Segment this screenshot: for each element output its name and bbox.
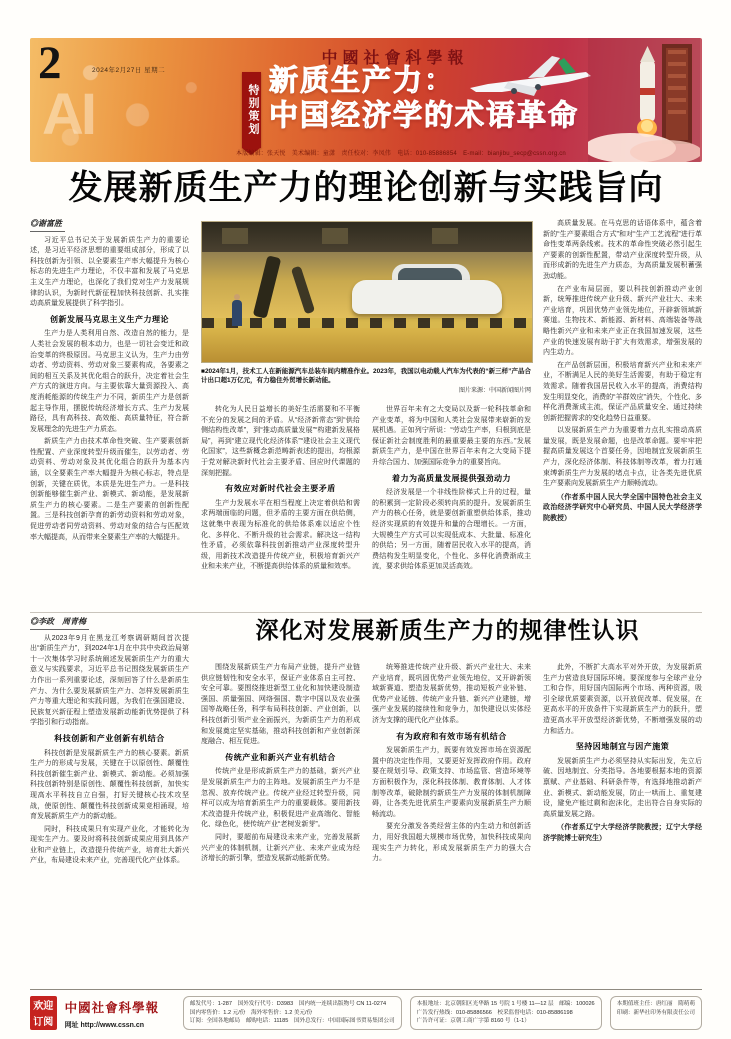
paragraph: 同时，科技成果只有实现产业化，才能转化为现实生产力。要及时将科技创新成果应用到具体产业和产业链上，改造提升传统产业，培育壮大新兴产业，布局建设未来产业，完善现代化产业体系。 — [30, 825, 189, 865]
rocket-launch-image — [588, 38, 700, 162]
special-feature-tag: 特别策划 — [242, 72, 261, 148]
article1-headline: 发展新质生产力的理论创新与实践旨向 — [68, 169, 664, 207]
paragraph: 生产力是人类利用自然、改造自然的能力，是人类社会发展的根本动力，也是一切社会变迁和政治变革的终极原因。马克思主义认为，生产力由劳动者、劳动资料、劳动对象三要素构成，各要素之间的相互关系及其优化组合的跃升，决定着社会生产方式的演进方向。与主要依靠大量资源投入、高度消耗能源的传统生产力不同，新质生产力是创新起主导作用，摆脱传统经济增长方式、生产力发展路径，具有高科技、高效能、高质量特征，符合新发展理念的先进生产力质态。 — [30, 330, 189, 433]
footer-line: 印刷：新华社印务有限责任公司 — [616, 1009, 695, 1016]
car-body — [352, 280, 502, 314]
author-credit: （作者系中国人民大学全国中国特色社会主义政治经济学研究中心研究员、中国人民大学经济学院教授） — [543, 493, 702, 523]
sub-headline: 着力为高质量发展提供强劲动力 — [392, 473, 511, 483]
worker-figure — [232, 300, 242, 326]
footer-line: 邮发代号：1-287 国外发行代号：D3983 国内统一连续出版物号 CN 11-0274 — [189, 1001, 387, 1007]
robot-arm — [291, 266, 315, 315]
paragraph: 科技创新是发展新质生产力的核心要素。新质生产力的形成与发展，关键在于以原创性、颠覆性科技创新催生新产业、新模式、新动能。必须加强科技创新特别是原创性、颠覆性科技创新，加快实现高水平科技自立自强，打好关键核心技术攻坚战，使原创性、颠覆性科技创新成果竞相涌现，培育发展新质生产力的新动能。 — [30, 749, 189, 821]
paragraph: 世界百年未有之大变局以及新一轮科技革命和产业变革，将为中国和人类社会发展带来崭新的发展机遇。正如列宁所说：“劳动生产率，归根到底是保证新社会制度胜利的最重要最主要的东西。”发展新质生产力，是中国在世界百年未有之大变局下提升综合国力、加强国际竞争力的重要旨向。 — [372, 406, 531, 466]
paragraph: 经济发展是一个非线性阶梯式上升的过程，量的积累到一定阶段必须转向质的提升。发展新质生产力的核心任务，就是要创新重塑供给体系，推动经济实现质的有效提升和量的合理增长。一方面，大规模生产方式可以实现低成本、大批量、标准化的供给；另一方面，随着居民收入水平的提高，消费结构发生明显变化，个性化、多样化消费渐成主流，要求供给体系更加灵活高效。 — [372, 489, 531, 571]
assembly-line-rail — [202, 318, 532, 328]
article2-column-3 — [372, 617, 531, 984]
paragraph: 传统产业是形成新质生产力的基础，新兴产业是发展新质生产力的主阵地。发展新质生产力不是忽视、放弃传统产业。传统产业经过转型升级，同样可以成为培育新质生产力的重要载体。要用新技术改造提升传统产业，积极促进产业高端化、智能化、绿色化，使传统产业“老树发新芽”。 — [201, 768, 360, 829]
sub-headline: 科技创新和产业创新有机结合 — [54, 733, 165, 743]
sub-headline: 传统产业和新兴产业有机结合 — [225, 752, 336, 762]
paragraph: 统筹推进传统产业升级、新兴产业壮大、未来产业培育，既巩固优势产业领先地位，又开辟新领域新赛道、塑造发展新优势，推动短板产业补链、优势产业延链、传统产业升链、新兴产业建链，增强产业发展的接续性和竞争力，加快建设以实体经济为支撑的现代化产业体系。 — [372, 664, 531, 724]
dateline: 2024年2月27日 星期二 — [92, 67, 166, 74]
paragraph: 发展新质生产力必须坚持从实际出发，先立后破、因地制宜、分类指导。各地要根据本地的资源禀赋、产业基础、科研条件等，有选择地推动新产业、新模式、新动能发展，防止一哄而上、重复建设，避免产能过剩和泡沫化，走出符合自身实际的高质量发展之路。 — [543, 757, 702, 818]
author-credit: （作者系辽宁大学经济学院教授；辽宁大学经济学院博士研究生） — [543, 824, 702, 842]
paragraph: 围绕发展新质生产力布局产业链，提升产业链供应链韧性和安全水平，保证产业体系自主可控、安全可靠。要围绕推进新型工业化和加快建设制造强国、质量强国、网络强国、数字中国以及农业强国等战略任务，科学布局科技创新、产业创新，以科技创新引领产业全面振兴，为新质生产力的形成和发展奠定坚实基础，推动科技创新和产业创新深度融合、相互促进。 — [201, 664, 360, 746]
overhead-machinery — [202, 222, 532, 252]
news-photo-block — [201, 221, 531, 397]
byline: ◎谢富胜 — [30, 219, 65, 232]
article1-column-4 — [543, 219, 702, 607]
subscribe-badge — [30, 996, 57, 1030]
sub-headline: 坚持因地制宜与因产施策 — [575, 742, 670, 752]
footer-line: 本期值班主任：唐红丽 隋萌萌 — [616, 1001, 695, 1007]
edition-ai-mark: AI — [42, 82, 94, 147]
photo-caption: ■2024年1月，技术工人在新能源汽车总装车间内精准作业。2023年，我国以电动载人汽车为代表的“新三样”产品合计出口超1万亿元，有力稳住外贸增长新动能。 — [201, 368, 531, 384]
editor-credit-line: 本版编辑：张天悦 美术编辑：童潇 责任校对：李凤伟 电话：010-85886854 E-mail：bianjibu_secp@cssn.org.cn — [236, 151, 566, 157]
article1-section — [30, 219, 702, 607]
sub-headline: 有效应对新时代社会主要矛盾 — [225, 484, 336, 494]
footer-publication-info — [183, 996, 402, 1030]
footer-line: 订阅：全国各地邮局 邮购电话：11185 国外总发行：中国国际图书贸易集团公司 — [189, 1018, 395, 1025]
paragraph: 高质量发展。在马克思的话语体系中，蕴含着新的“生产要素组合方式”和对“生产工艺流程”进行革命性变革两条线索。技术的革命性突破必然引起生产要素的创新性配置，带动产业深度转型升级，从而形成新的先进生产力质态，为高质量发展积蓄强劲动能。 — [543, 220, 702, 280]
subscribe-line2: 订阅 — [33, 1016, 54, 1028]
byline: ◎李政 周青梅 — [30, 617, 89, 630]
paragraph: 转化为人民日益增长的美好生活需要和不平衡不充分的发展之间的矛盾。从“经济新常态”到“供给侧结构性改革”，到“推动高质量发展”“构建新发展格局”，再到“建立现代化经济体系”“建设社会主义现代化国家”，这些新概念新范畴新表述的提出，均根源于党对解决新时代社会主要矛盾、回应时代课题的深刻把握。 — [201, 406, 360, 477]
banner-title-line1: 新质生产力： — [269, 65, 456, 97]
article2-section — [30, 612, 702, 984]
footer-address-info — [410, 996, 602, 1030]
website-url: 网址 http://www.cssn.cn — [64, 1022, 145, 1029]
footer-logo-block — [65, 996, 175, 1030]
factory-floor — [202, 328, 532, 362]
paragraph: 新质生产力由技术革命性突破、生产要素创新性配置、产业深度转型升级而催生，以劳动者、劳动资料、劳动对象及其优化组合的跃升为基本内涵，以全要素生产率大幅提升为核心标志，特点是创新，关键在质优，本质是先进生产力。一是科技创新能够催生新产业、新模式、新动能，是发展新质生产力的核心要素。二是生产要素的创新性配置。三是科技创新孕育的新劳动资料和劳动对象，促进劳动者同劳动资料、劳动对象的结合与匹配效率大幅提高，从而带来全要素生产率的大幅提升。 — [30, 438, 189, 541]
footer-logo: 中國社會科學報 — [64, 1001, 160, 1015]
footer-line: 广告发行热线：010-85886566 校采监督电话：010-85886198 — [416, 1009, 573, 1016]
robot-arm — [253, 255, 282, 319]
paragraph: 以发展新质生产力为重要着力点扎实推动高质量发展，既是发展命题，也是改革命题。要牢牢把握高质量发展这个首要任务，因地制宜发展新质生产力，深化经济体制、科技体制等改革，着力打通束缚新质生产力发展的堵点卡点，让各类先进优质生产要素向发展新质生产力顺畅流动。 — [543, 427, 702, 488]
paragraph: 在产业布局层面，要以科技创新推动产业创新，统筹推进传统产业升级、新兴产业壮大、未来产业培育，巩固优势产业领先地位，开辟新领域新赛道。生物技术、新能源、新材料、高端装备等战略性新兴产业和未来产业正在我国加速发展，这些产业的快速发展有助于扩大有效需求，增强发展的内生动力。 — [543, 285, 702, 357]
article2-headline: 深化对发展新质生产力的规律性认识 — [255, 617, 640, 643]
paragraph: 要充分激发各类经营主体的内生动力和创新活力，用好我国超大规模市场优势，加快科技成果向现实生产力转化，形成发展新质生产力的强大合力。 — [372, 823, 531, 863]
footer — [30, 989, 702, 1030]
banner — [30, 38, 702, 162]
photo-source: 图片来源：中国新闻图片网 — [458, 388, 531, 394]
paragraph: 发展新质生产力，既要有效发挥市场在资源配置中的决定性作用，又要更好发挥政府作用。政府要在规划引导、政策支持、市场监管、营造环境等方面积极作为，深化科技体制、教育体制、人才体制等改革，破除制约新质生产力发展的体制机制障碍，让各类先进优质生产要素向发展新质生产力顺畅流动。 — [372, 747, 531, 818]
article2-column-4 — [543, 617, 702, 984]
footer-duty-info — [610, 996, 702, 1030]
paragraph: 生产力发展水平在相当程度上决定着供给和需求两端面临的问题，但矛盾的主要方面在供给侧，这就集中表现为标准化的供给体系难以适应个性化、多样化、不断升级的社会需求。解决这一结构性矛盾，必须依靠科技创新推动产业深度转型升级，用新技术改造提升传统产业，积极培育新兴产业和未来产业，不断提高供给体系的质量和效率。 — [201, 499, 360, 571]
footer-line: 本报地址：北京朝阳区光华路 15 号院 1 号楼 11—12 层 邮编：100026 — [416, 1001, 595, 1007]
airplane-image — [468, 48, 593, 106]
article2-column-1 — [30, 617, 189, 984]
footer-line: 国内零售价：1.2 元/份 海外零售价：1.2 美元/份 — [189, 1009, 313, 1016]
paragraph: 从2023年9月在黑龙江考察调研期间首次提出“新质生产力”，到2024年1月在中共中央政治局第十一次集体学习时系统阐述发展新质生产力的重大意义与实践要求，习近平总书记围绕发展新质生产力作出一系列重要论述，深刻回答了什么是新质生产力、为什么要发展新质生产力、怎样发展新质生产力等重大理论和实践问题，为我们在强国建设、民族复兴新征程上塑造发展新动能新优势提供了科学指引和行动指南。 — [30, 634, 189, 727]
factory-photo — [201, 221, 533, 363]
paragraph: 同时，要超前布局建设未来产业，完善发展新兴产业的体制机制，让新兴产业、未来产业成为经济增长的新引擎，塑造发展新动能新优势。 — [201, 833, 360, 863]
paragraph: 此外，不断扩大高水平对外开放，为发展新质生产力营造良好国际环境。要深度参与全球产业分工和合作，用好国内国际两个市场、两种资源，吸引全球优质要素资源，以开放促改革、促发展，在更高水平的开放条件下实现新质生产力的跃升，塑造更高水平开放型经济新优势，不断增强发展的动力和活力。 — [543, 664, 702, 735]
page-number: 2 — [38, 38, 62, 89]
masthead-title: 中國社會科學報 — [321, 50, 469, 67]
paragraph: 在产品创新层面，积极培育新兴产业和未来产业，不断满足人民的美好生活需要，有助于稳定有效需求。随着我国居民收入水平的提高，消费结构发生明显变化，消费的“羊群效应”消失，个性化、多样化消费渐成主流，保证产品质量安全、通过持续创新把握需求的变化趋势日益重要。 — [543, 361, 702, 422]
sub-headline: 有为政府和有效市场有机结合 — [396, 731, 507, 741]
footer-line: 广告许可证：京朝工商广字第 8160 号（1-1） — [416, 1018, 530, 1025]
sub-headline: 创新发展马克思主义生产力理论 — [50, 314, 169, 324]
banner-title-line2: 中国经济学的术语革命 — [269, 100, 580, 132]
paragraph: 习近平总书记关于发展新质生产力的重要论述，是习近平经济思想的重要组成部分，形成了以科技创新为引领、以全要素生产率大幅提升为核心标志的先进生产力理论，不仅丰富和发展了马克思主义生产力理论，也深化了我们党对生产力发展规律的认识，为新时代新征程加快科技创新、扎实推动高质量发展提供了科学指引。 — [30, 236, 189, 308]
article2-column-2 — [201, 617, 360, 984]
article1-column-1 — [30, 219, 189, 607]
subscribe-line1: 欢迎 — [33, 1001, 54, 1012]
